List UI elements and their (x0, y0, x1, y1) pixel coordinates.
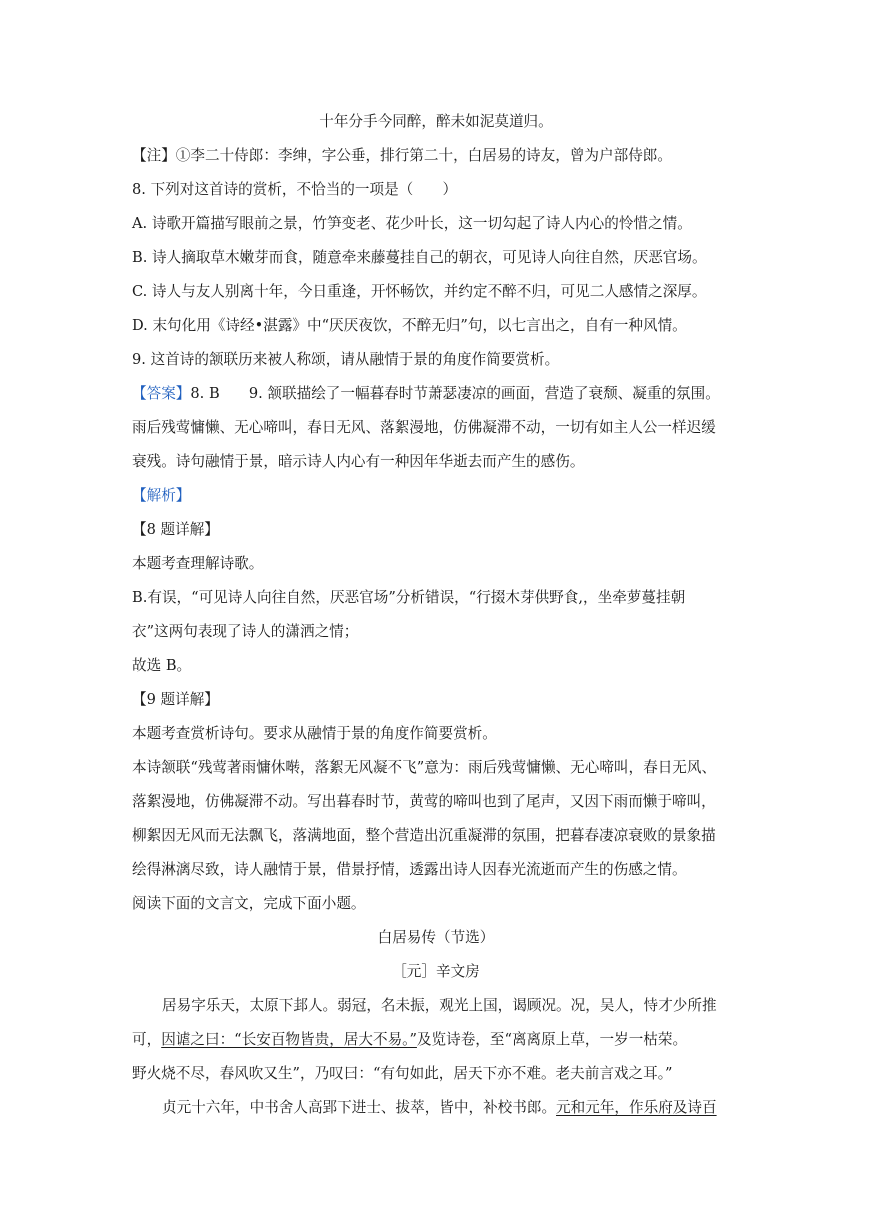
passage-p1-line-1: 居易字乐天，太原下邽人。弱冠，名未振，观光上国，谒顾况。况，吴人，恃才少所推 (162, 997, 717, 1014)
option-a: A. 诗歌开篇描写眼前之景，竹笋变老、花少叶长，这一切勾起了诗人内心的怜惜之情。 (132, 215, 692, 232)
answer-tag: 【答案】 (132, 385, 191, 402)
q8-detail-line-4: 故选 B。 (132, 657, 192, 674)
passage-p2-start: 贞元十六年，中书舍人高郢下进士、拔萃，皆中，补校书郎。 (162, 1099, 557, 1116)
q9-detail-line-3: 落絮漫地，仿佛凝滞不动。写出暮春时节，黄莺的啼叫也到了尾声，又因下雨而懒于啼叫， (132, 793, 716, 810)
answer-line-3: 衰残。诗句融情于景，暗示诗人内心有一种因年华逝去而产生的感伤。 (132, 453, 585, 470)
answer-head: 8. B 9. 颔联描绘了一幅暮春时节萧瑟凄凉的画面，营造了衰颓、凝重的氛围。 (190, 385, 720, 402)
underlined-sentence-1: 因谑之曰：“长安百物皆贵，居大不易。” (161, 1031, 417, 1048)
option-c: C. 诗人与友人别离十年，今日重逢，开怀畅饮，并约定不醉不归，可见二人感情之深厚。 (132, 283, 707, 300)
q9-detail-line-4: 柳絮因无风而无法飘飞，落满地面，整个营造出沉重凝滞的氛围，把暮春凄凉衰败的景象描 (132, 827, 716, 844)
q9-detail-line-5: 绘得淋漓尽致，诗人融情于景，借景抒情，透露出诗人因春光流逝而产生的伤感之情。 (132, 861, 687, 878)
passage-title: 白居易传（节选） (377, 929, 495, 946)
question-8-stem: 8. 下列对这首诗的赏析，不恰当的一项是（ ） (132, 181, 458, 198)
q8-detail-line-2: B.有误，“可见诗人向往自然，厌恶官场”分析错误，“行掇木芽供野食,，坐牵萝蔓挂朝 (132, 589, 686, 606)
underlined-sentence-2: 元和元年，作乐府及诗百 (556, 1099, 717, 1116)
answer-line-1 (132, 384, 740, 404)
passage-p2-line-1 (132, 1098, 740, 1118)
poem-last-line: 十年分手今同醉，醉未如泥莫道归。 (319, 113, 553, 130)
q9-detail-line-2: 本诗颔联“残莺著雨慵休啭，落絮无风凝不飞”意为：雨后残莺慵懒、无心啼叫，春日无风、 (132, 759, 717, 776)
answer-line-2: 雨后残莺慵懒、无心啼叫，春日无风、落絮漫地，仿佛凝滞不动，一切有如主人公一样迟缓 (132, 419, 716, 436)
question-9-stem: 9. 这首诗的颔联历来被人称颂，请从融情于景的角度作简要赏析。 (132, 351, 560, 368)
q9-detail-line-1: 本题考查赏析诗句。要求从融情于景的角度作简要赏析。 (132, 725, 497, 742)
passage-p1-line-2-start: 可， (132, 1031, 162, 1048)
annotation-note: 【注】①李二十侍郎：李绅，字公垂，排行第二十，白居易的诗友，曾为户部侍郎。 (132, 147, 672, 164)
passage-p1-line-2 (132, 1030, 740, 1050)
q8-detail-line-3: 衣”这两句表现了诗人的潇洒之情； (132, 623, 359, 640)
passage-author: ［元］辛文房 (392, 963, 480, 980)
passage-p1-line-2-end: 及览诗卷，至“离离原上草，一岁一枯荣。 (416, 1031, 688, 1048)
q9-detail-title: 【9 题详解】 (132, 691, 219, 708)
option-b: B. 诗人摘取草木嫩芽而食，随意牵来藤蔓挂自己的朝衣，可见诗人向往自然，厌恶官场。 (132, 249, 707, 266)
passage-p1-line-3: 野火烧不尽，春风吹又生”，乃叹曰：“有句如此，居天下亦不难。老夫前言戏之耳。” (132, 1065, 673, 1082)
analysis-tag: 【解析】 (132, 487, 191, 504)
option-d: D. 末句化用《诗经•湛露》中“厌厌夜饮，不醉无归”句，以七言出之，自有一种风情。 (132, 317, 687, 334)
reading-intro: 阅读下面的文言文，完成下面小题。 (132, 895, 366, 912)
q8-detail-line-1: 本题考查理解诗歌。 (132, 555, 264, 572)
q8-detail-title: 【8 题详解】 (132, 521, 219, 538)
